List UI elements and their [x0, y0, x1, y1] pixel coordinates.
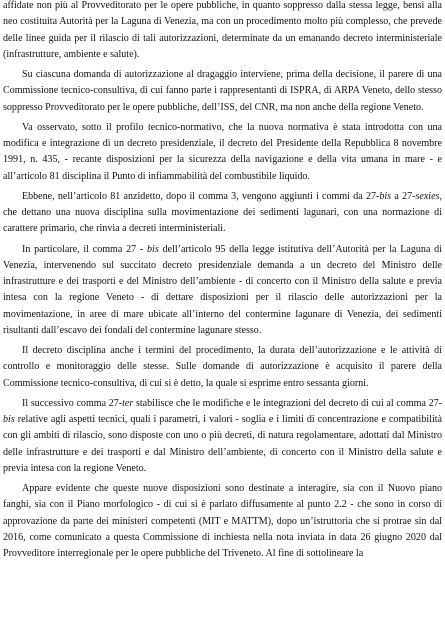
- text-run: relative agli aspetti tecnici, quali i parametri, i valori - soglia e i limiti di concentrazione e compatibilità con gli ambiti di rilascio, sono disposte con uno o più decreti, di natura regolamentare, adottati dal Ministro delle infrastrutture e dei trasporti e dal Ministro dell’ambiente, di concerto con il Ministro della salute e previa intesa con la regione Veneto.: [3, 414, 442, 474]
- text-run: Va osservato, sotto il profilo tecnico-normativo, che la nuova normativa è stata introdotta con una modifica e integrazione di un decreto presidenziale, il decreto del Presidente della Repubblica 8 novembre 1991, n. 435, - recante disposizioni per la sicurezza della navigazione e della vita umana in mare - e all’articolo 81 disciplina il Punto di infiammabilità del combustibile liquido.: [3, 121, 442, 182]
- paragraph-decreto-disciplina: [3, 343, 442, 392]
- text-run: In particolare, il comma 27 -: [22, 243, 148, 255]
- text-run: a 27-: [391, 190, 416, 202]
- text-run: Su ciascuna domanda di autorizzazione al dragaggio interviene, prima della decisione, il parere di una Commissione tecnico-consultiva, di cui fanno parte i rappresentanti di ISPRA, di ARPA Veneto, dello stesso soppresso Provveditorato per le opere pubbliche, dell’ISS, del CNR, ma non anche della regione Veneto.: [3, 69, 442, 113]
- text-run: Ebbene, nell’articolo 81 anzidetto, dopo il comma 3, vengono aggiunti i commi da 27-: [22, 190, 380, 202]
- text-run: Appare evidente che queste nuove disposizioni sono destinate a interagire, sia con il Nuovo piano fanghi, sia con il Piano morfologico - di cui si è parlato diffusamente al punto 2.2 - che sono in corso di approvazione da parte dei ministeri competenti (MIT e MATTM), dopo un’istruttoria che si protrae sin dal 2016, come comunicato a questa Commissione di inchiesta nella nota inviata in data 26 giugno 2020 dal Provveditore interregionale per le opere pubbliche del Triveneto. Al fine di sottolineare la: [3, 483, 442, 559]
- text-run: affidate non più al Provveditorato per le opere pubbliche, in quanto soppresso dalla stessa legge, bensì alla neo costituita Autorità per la Laguna di Venezia, ma con un procedimento molto più complesso, che prevede delle linee guida per il rilascio di tali autorizzazioni, determinate da un emanando decreto interministeriale (infrastrutture, ambiente e salute).: [3, 0, 442, 60]
- italic-term: sexies: [415, 190, 440, 202]
- text-run: dell’articolo 95 della legge istitutiva dell’Autorità per la Laguna di Venezia, intervenendo sul succitato decreto presidenziale demanda a un decreto del Ministro delle infrastrutture e dei trasporti e del Ministro dell’ambiente - di concerto con il Ministro della salute e previa intesa con la regione Veneto - di dettare disposizioni per il rilascio delle autorizzazioni per la movimentazione, in aree di mare ubicate all’interno del conterminе lagunare di Venezia, dei sedimenti risultanti dall’escavo dei fondali del conterminе lagunare stesso.: [3, 243, 443, 336]
- italic-term: bis: [3, 414, 15, 425]
- text-run: , che dettano una nuova disciplina sulla movimentazione dei sedimenti lagunari, con una normazione di carattere primario, che rinvia a decreti interministeriali.: [3, 190, 442, 235]
- paragraph-profilo-tecnico: [3, 120, 442, 185]
- text-run: Il successivo comma 27-: [22, 397, 123, 409]
- paragraph-piano-fanghi: [3, 481, 442, 562]
- paragraph-affidate: [3, 0, 442, 63]
- paragraph-parere-commissione: [3, 67, 442, 116]
- paragraph-comma-27-bis: [3, 242, 442, 340]
- text-run: stabilisce che le modifiche e le integrazioni del decreto di cui al comma 27-: [133, 397, 442, 409]
- italic-term: bis: [147, 243, 159, 255]
- paragraph-articolo-81: [3, 189, 442, 238]
- italic-term: bis: [379, 190, 392, 202]
- italic-term: ter: [122, 397, 134, 409]
- text-run: Il decreto disciplina anche i termini del procedimento, la durata dell’autorizzazione e le attività di controllo e monitoraggio delle stesse. Sulle domande di autorizzazione è acquisito il parere della Commissione tecnico-consultiva, di cui si è detto, la quale si esprime entro sessanta giorni.: [3, 345, 442, 389]
- paragraph-comma-27-ter: [3, 396, 442, 477]
